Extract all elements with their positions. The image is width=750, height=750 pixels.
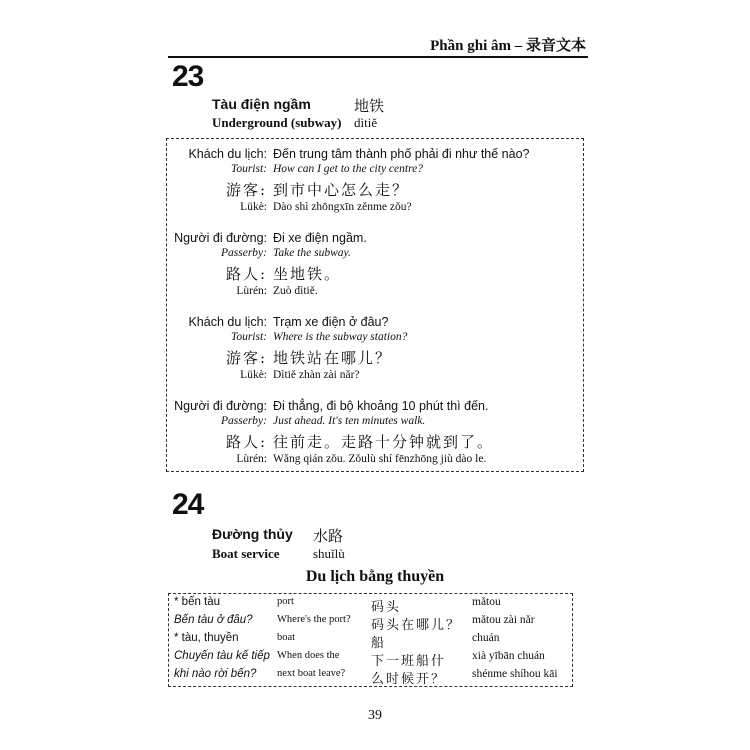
lesson-23-title-en: Underground (subway) — [212, 115, 342, 130]
dialog-line — [167, 431, 585, 451]
lesson-24-title-vi: Đường thủy — [212, 526, 293, 542]
dialog-line — [167, 347, 585, 367]
utterance: Take the subway. — [273, 247, 351, 259]
vocab-en: boat — [277, 632, 296, 643]
section-title: Du lịch bằng thuyền — [305, 568, 445, 585]
lesson-number-24: 24 — [172, 488, 204, 521]
vocab-box — [168, 593, 573, 687]
dialog-line — [167, 247, 585, 263]
running-header: Phần ghi âm – 录音文本 — [430, 38, 586, 54]
dialog-line — [167, 163, 585, 179]
dialog-line — [167, 399, 585, 415]
vocab-row — [169, 596, 574, 615]
lesson-24-title-py: shuǐlù — [313, 546, 345, 561]
dialog-line — [167, 285, 585, 301]
lesson-23-title-py: dìtiě — [354, 115, 378, 130]
vocab-cn: 码头 — [371, 600, 402, 615]
speaker-label: Khách du lịch: — [188, 315, 267, 329]
vocab-py: chuán — [472, 632, 500, 644]
speaker-label: 游客: — [225, 181, 267, 199]
vocab-vi: Chuyến tàu kế tiếp — [174, 650, 270, 662]
vocab-cn: 下一班船什 — [371, 654, 447, 669]
vocab-row — [169, 632, 574, 651]
vocab-en: port — [277, 596, 294, 607]
dialog-box-23 — [166, 138, 584, 472]
lesson-23-title-cn: 地铁 — [354, 97, 385, 115]
speaker-label: Passerby: — [221, 415, 267, 427]
lesson-24-title-en: Boat service — [212, 546, 280, 561]
dialog-line — [167, 231, 585, 247]
vocab-row — [169, 668, 574, 687]
vocab-cn: 码头在哪儿？ — [371, 618, 462, 633]
vocab-py: mǎtou — [472, 596, 501, 608]
speaker-label: Lükè: — [240, 369, 267, 381]
speaker-label: 路人: — [225, 265, 267, 283]
utterance: How can I get to the city centre? — [273, 163, 423, 175]
vocab-row — [169, 614, 574, 633]
speaker-label: Người đi đường: — [174, 231, 267, 245]
vocab-cn: 船 — [371, 636, 387, 651]
lesson-number-23: 23 — [172, 60, 204, 93]
dialog-line — [167, 415, 585, 431]
dialog-line — [167, 147, 585, 163]
utterance: 坐地铁。 — [273, 265, 342, 283]
utterance: Just ahead. It's ten minutes walk. — [273, 415, 426, 427]
utterance: 往前走。走路十分钟就到了。 — [273, 433, 495, 451]
vocab-vi: khi nào rời bến? — [174, 668, 257, 680]
utterance: 到市中心怎么走？ — [273, 181, 410, 199]
vocab-py: shénme shíhou kāi — [472, 668, 558, 680]
utterance: Where is the subway station? — [273, 331, 408, 343]
utterance: Dào shì zhōngxīn zěnme zǒu? — [273, 201, 412, 213]
dialog-line — [167, 453, 585, 469]
utterance: Zuò dìtiě. — [273, 285, 318, 297]
page-number: 39 — [368, 708, 382, 723]
vocab-vi: * tàu, thuyền — [174, 632, 239, 644]
dialog-line — [167, 331, 585, 347]
speaker-label: Người đi đường: — [174, 399, 267, 413]
speaker-label: Khách du lịch: — [188, 147, 267, 161]
dialog-line — [167, 315, 585, 331]
utterance: Wǎng qián zǒu. Zǒulù shí fēnzhōng jiù dào le. — [273, 453, 487, 465]
utterance: Đi thẳng, đi bộ khoảng 10 phút thì đến. — [273, 399, 489, 413]
vocab-cn: 么时候开？ — [371, 672, 447, 687]
vocab-vi: Bến tàu ở đâu? — [174, 614, 253, 626]
lesson-23-title-vi: Tàu điện ngầm — [212, 96, 311, 112]
vocab-row — [169, 650, 574, 669]
vocab-en: When does the — [277, 650, 340, 661]
dialog-line — [167, 263, 585, 283]
speaker-label: 游客: — [225, 349, 267, 367]
speaker-label: 路人: — [225, 433, 267, 451]
dialog-line — [167, 179, 585, 199]
speaker-label: Lùrén: — [236, 453, 267, 465]
speaker-label: Tourist: — [230, 331, 267, 343]
utterance: Đến trung tâm thành phố phải đi như thế nào? — [273, 147, 530, 161]
dialog-line — [167, 201, 585, 217]
speaker-label: Lùrén: — [236, 285, 267, 297]
vocab-py: xià yībān chuán — [472, 650, 545, 662]
utterance: Đi xe điện ngầm. — [273, 231, 367, 245]
vocab-en: Where's the port? — [277, 614, 351, 625]
speaker-label: Lükè: — [240, 201, 267, 213]
lesson-24-title-cn: 水路 — [313, 527, 344, 545]
utterance: 地铁站在哪儿？ — [273, 349, 393, 367]
vocab-py: mǎtou zài nǎr — [472, 614, 535, 626]
utterance: Trạm xe điện ở đâu? — [273, 315, 389, 329]
header-rule — [168, 56, 588, 58]
utterance: Dìtiě zhàn zài nǎr? — [273, 369, 360, 381]
speaker-label: Tourist: — [230, 163, 267, 175]
speaker-label: Passerby: — [221, 247, 267, 259]
vocab-en: next boat leave? — [277, 668, 346, 679]
vocab-vi: * bến tàu — [174, 596, 221, 608]
dialog-line — [167, 369, 585, 385]
